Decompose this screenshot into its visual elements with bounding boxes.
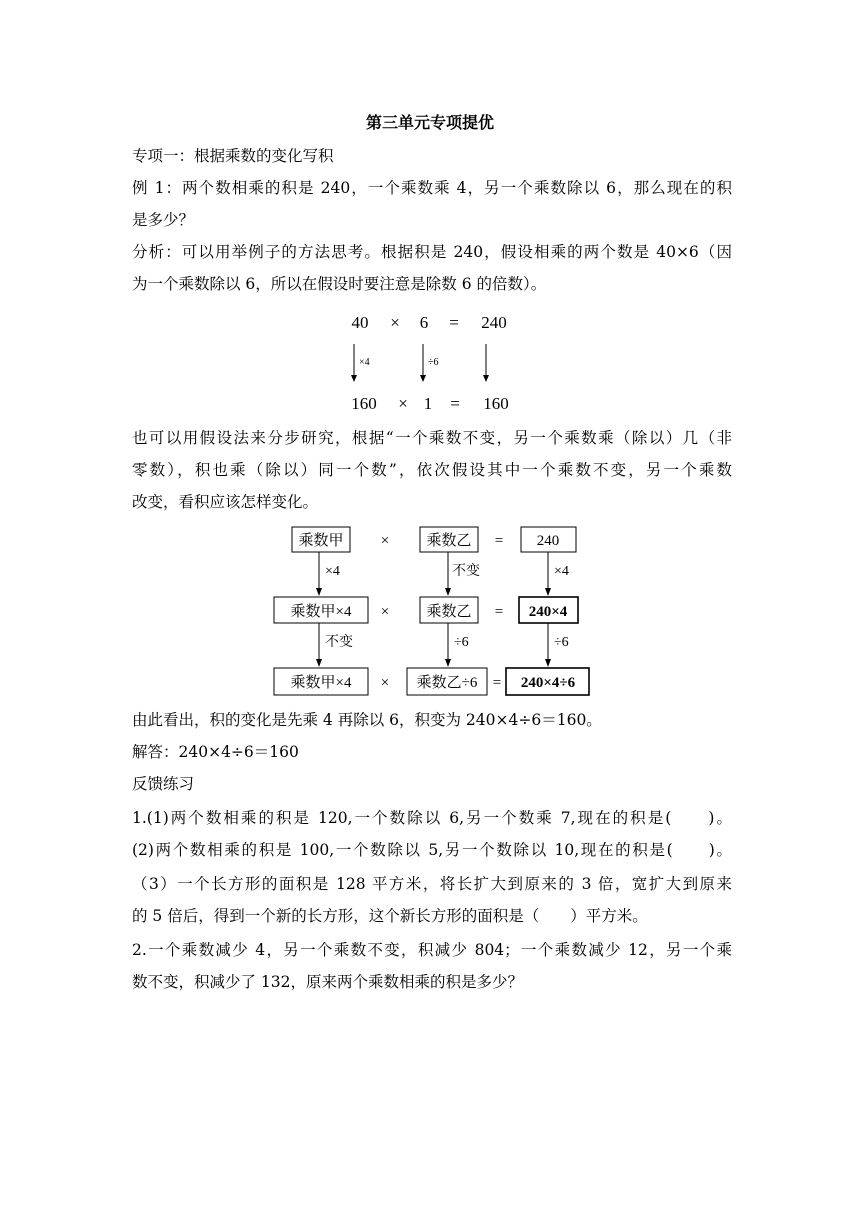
example-1-line-1: 例 1：两个数相乘的积是 240，一个乘数乘 4，另一个乘数除以 6，那么现在的积 [132, 179, 732, 197]
method-line-3: 改变，看积应该怎样变化。 [132, 493, 319, 511]
arrow-2-a-label: 不变 [325, 635, 353, 650]
diagram1-top-times: × [390, 313, 400, 332]
arrow-1-b-label: 不变 [452, 564, 480, 579]
diagram1-bottom-factor-a: 160 [351, 394, 377, 413]
answer-text: 解答：240×4÷6＝160 [132, 743, 299, 761]
diagram1-bottom-product: 160 [483, 394, 509, 413]
question-1-part-2: (2)两个数相乘的积是 100,一个数除以 5,另一个数除以 10,现在的积是( )。 [132, 841, 732, 859]
row2-product: 240×4 [528, 604, 568, 620]
arrow-1-a-label: ×4 [325, 564, 340, 579]
row3-product: 240×4÷6 [520, 675, 576, 691]
section-heading: 专项一：根据乘数的变化写积 [132, 147, 334, 165]
method-line-2: 零数），积也乘（除以）同一个数”，依次假设其中一个乘数不变，另一个乘数 [132, 461, 732, 479]
question-2-line-2: 数不变，积减少了 132，原来两个乘数相乘的积是多少？ [132, 973, 524, 991]
practice-heading: 反馈练习 [132, 775, 195, 793]
question-2-line-1: 2.一个乘数减少 4，另一个乘数不变，积减少 804；一个乘数减少 12，另一个乘 [132, 941, 732, 959]
diagram1-top-factor-a: 40 [351, 313, 369, 332]
arrow-1-product-label: ×4 [554, 564, 569, 579]
diagram1-bottom-equals: = [450, 394, 460, 413]
question-1-part-3-line-1: （3）一个长方形的面积是 128 平方米，将长扩大到原来的 3 倍，宽扩大到原来 [132, 875, 732, 893]
row2-factor-b: 乘数乙 [426, 604, 472, 620]
diagram1-top-product: 240 [481, 313, 507, 332]
row3-equals: = [492, 675, 502, 691]
page-title: 第三单元专项提优 [365, 113, 494, 132]
row2-times: × [380, 604, 390, 620]
diagram1-bottom-times: × [398, 394, 408, 413]
diagram1-bottom-factor-b: 1 [423, 394, 433, 413]
arrow-2-b-label: ÷6 [454, 635, 469, 650]
diagram1-top-factor-b: 6 [419, 313, 429, 332]
row1-factor-b: 乘数乙 [426, 533, 472, 549]
row1-factor-a: 乘数甲 [298, 533, 344, 549]
example-1-line-2: 是多少？ [132, 211, 195, 229]
diagram1-arrow-label-b: ÷6 [428, 357, 439, 368]
question-1-part-1: 1.(1)两个数相乘的积是 120,一个数除以 6,另一个数乘 7,现在的积是( )。 [132, 809, 732, 827]
row3-factor-a: 乘数甲×4 [290, 675, 352, 691]
row3-times: × [380, 675, 390, 691]
numeric-example-diagram [330, 306, 530, 418]
diagram1-arrow-label-a: ×4 [359, 357, 370, 368]
question-1-part-3-line-2: 的 5 倍后，得到一个新的长方形，这个新长方形的面积是（ ）平方米。 [132, 907, 648, 925]
row2-factor-a: 乘数甲×4 [290, 604, 352, 620]
arrow-2-product-label: ÷6 [554, 635, 569, 650]
row1-times: × [380, 533, 390, 549]
row1-product: 240 [536, 533, 560, 549]
analysis-line-1: 分析：可以用举例子的方法思考。根据积是 240，假设相乘的两个数是 40×6（因 [132, 243, 732, 261]
row2-equals: = [494, 604, 504, 620]
step-by-step-diagram [270, 522, 592, 702]
analysis-line-2: 为一个乘数除以 6，所以在假设时要注意是除数 6 的倍数）。 [132, 275, 547, 293]
diagram1-top-equals: = [449, 313, 459, 332]
method-line-1: 也可以用假设法来分步研究，根据“一个乘数不变，另一个乘数乘（除以）几（非 [132, 429, 732, 447]
row3-factor-b: 乘数乙÷6 [416, 675, 478, 691]
conclusion-text: 由此看出，积的变化是先乘 4 再除以 6，积变为 240×4÷6＝160。 [132, 711, 602, 729]
row1-equals: = [494, 533, 504, 549]
